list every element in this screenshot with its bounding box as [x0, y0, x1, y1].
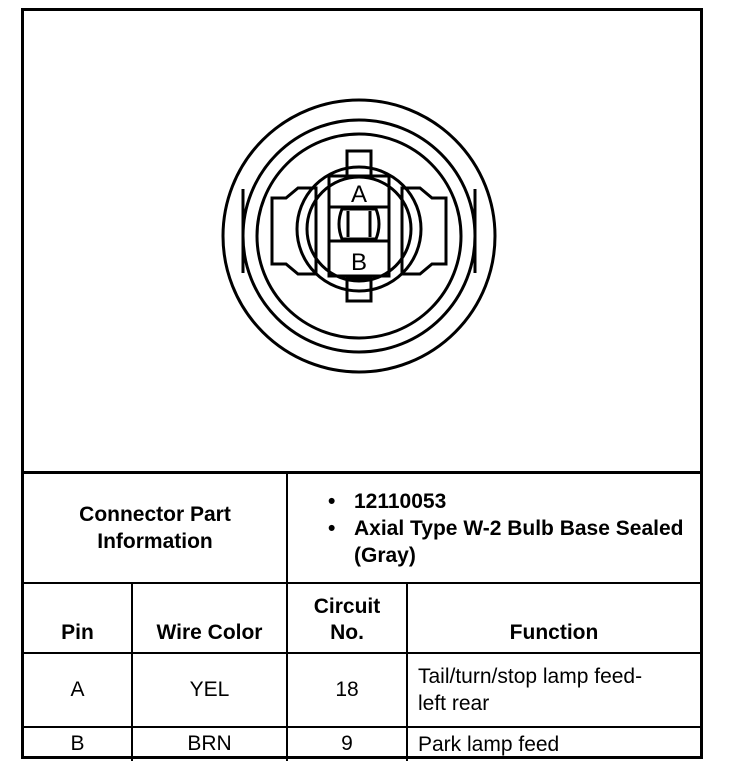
outer-ring: [223, 100, 495, 372]
part-info-values: [287, 473, 700, 583]
connector-info-table: [24, 471, 700, 761]
top-key: [347, 151, 371, 176]
row-a-wire-color: YEL: [132, 653, 287, 727]
table-row: [24, 653, 700, 727]
part-description: • Axial Type W-2 Bulb Base Sealed (Gray): [328, 515, 700, 569]
pin-table-header: [24, 583, 700, 653]
pin-b-label: B: [350, 249, 368, 276]
row-a-circuit: 18: [287, 653, 407, 727]
header-pin: Pin: [24, 583, 132, 653]
left-latch: [272, 188, 316, 274]
row-b-function: Park lamp feed: [407, 727, 700, 761]
connector-diagram: [24, 11, 700, 471]
header-circuit: Circuit No.: [287, 583, 407, 653]
inner-ring: [257, 134, 461, 338]
header-function: Function: [407, 583, 700, 653]
table-row: [24, 727, 700, 761]
bulb-base: [339, 209, 379, 239]
pin-a-label: A: [350, 181, 368, 208]
part-info-label: Connector Part Information: [24, 473, 287, 583]
header-wire-color: Wire Color: [132, 583, 287, 653]
row-a-function: Tail/turn/stop lamp feed-left rear: [407, 653, 700, 727]
right-latch: [402, 188, 446, 274]
row-b-pin: B: [24, 727, 132, 761]
part-info-row: [24, 473, 700, 583]
row-b-circuit: 9: [287, 727, 407, 761]
connector-frame: [21, 8, 703, 759]
middle-ring: [243, 120, 475, 352]
row-a-pin: A: [24, 653, 132, 727]
row-b-wire-color: BRN: [132, 727, 287, 761]
part-number: • 12110053: [328, 488, 700, 515]
